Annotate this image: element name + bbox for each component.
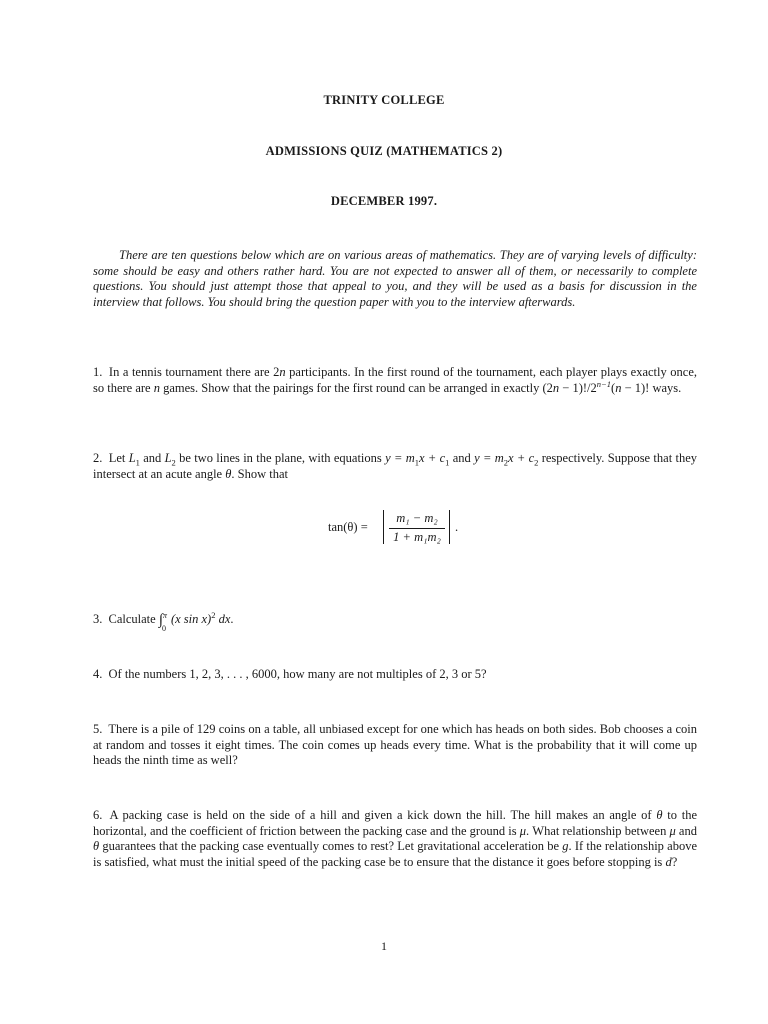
abs-bar-left <box>383 510 384 544</box>
quiz-date: DECEMBER 1997. <box>330 194 438 208</box>
fraction-numerator: m₁ − m₂ <box>396 511 438 525</box>
question-4: 4. Of the numbers 1, 2, 3, . . . , 6000, how many are not multiples of 2, 3 or 5? <box>93 667 487 681</box>
college-heading: TRINITY COLLEGE <box>323 93 445 107</box>
equation-period: . <box>455 520 459 534</box>
question-2: 2. Let $L_1$ and $L_2$ be two lines in the plane, with equations $y = m_1x + c_1$ and $y = m_2x + c_2$ respectively. Suppose that they intersect at an acute angle θ. Show that <box>93 451 697 481</box>
fraction-line <box>389 528 445 529</box>
intro-paragraph: There are ten questions below which are on various areas of mathematics. They are of varying levels of difficulty: some should be easy and others rather hard. You are not expected to answer all of them, or necessarily to complete questions. You should just attempt those that appeal to you, and they will be used as a basis for discussion in the interview that follows. You should bring the question paper with you to the interview afterwards. <box>93 248 697 309</box>
integral-limits <box>161 611 171 634</box>
question-5: 5. There is a pile of 129 coins on a table, all unbiased except for one which has heads on both sides. Bob chooses a coin at random and tosses it eight times. The coin comes up heads every time. What is the probability that it will come up heads the ninth time as well? <box>93 722 697 768</box>
page-number: 1 <box>381 939 387 953</box>
question-number: 4. <box>93 667 103 681</box>
question-number: 2. <box>93 451 103 465</box>
integral-lower-limit: 0 <box>161 624 166 634</box>
quiz-title: ADMISSIONS QUIZ (MATHEMATICS 2) <box>265 144 503 158</box>
fraction-denominator: 1 + m₁m₂ <box>393 530 441 544</box>
question-3: 3. Calculate ∫ π 0 (x sin x)$^2$ dx. <box>93 612 697 628</box>
question-number: 5. <box>93 722 103 736</box>
question-6: 6. A packing case is held on the side of a hill and given a kick down the hill. The hill makes an angle of θ to the horizontal, and the coefficient of friction between the packing case and the ground is μ. What relationship between μ and θ guarantees that the packing case eventually comes to rest? Let gravitational acceleration be g. If the relationship above is satisfied, what must the initial speed of the packing case be to ensure that the distance it goes before stopping is d? <box>93 808 697 869</box>
question-1: 1. In a tennis tournament there are 2n participants. In the first round of the tournament, each player plays exactly once, so there are n games. Show that the pairings for the first round can be arranged in exactly $(2n - 1)!/2^{n-1}(n - 1)$! ways. <box>93 365 698 395</box>
equation-lhs: tan(θ) = <box>328 520 368 534</box>
integral-upper-limit: π <box>162 611 167 621</box>
display-equation <box>0 510 768 546</box>
question-number: 6. <box>93 808 103 822</box>
abs-bar-right <box>449 510 450 544</box>
question-number: 1. <box>93 365 103 379</box>
question-number: 3. <box>93 612 103 626</box>
integral-sign: ∫ <box>158 612 163 628</box>
